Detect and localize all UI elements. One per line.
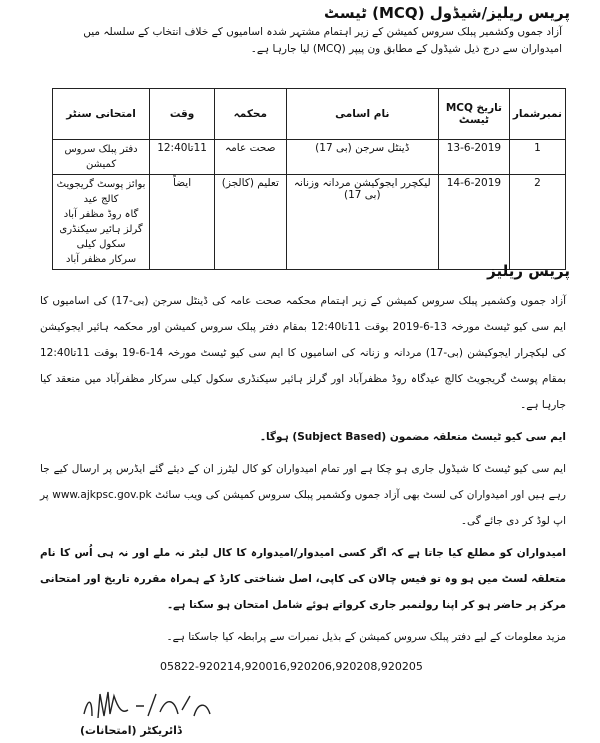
header-department: محکمہ	[215, 89, 286, 140]
press-paragraph: ایم سی کیو ٹیسٹ کا شیڈول جاری ہو چکا ہے اور تمام امیدواران کو کال لیٹرز ان کے دیئے گئے ایڈرس پر ارسال کیے جا رہے ہیں اور امیدواران کی لسٹ بھی آزاد جموں وکشمیر پبلک سروس کمیشن کی ویب سائٹ www.ajkpsc.gov.pk پر اپ لوڈ کر دی جائے گی۔	[40, 463, 566, 527]
table-header-row	[53, 89, 566, 140]
cell-post: لیکچرر ایجوکیشن مردانہ وزنانہ (بی 17)	[286, 175, 438, 270]
contact-phone-numbers: 05822-920214,920016,920206,920208,920205	[160, 660, 423, 673]
cell-department: صحت عامہ	[215, 140, 286, 175]
centre-line: دفتر پبلک سروس کمیشن	[64, 144, 138, 170]
signatory-designation: ڈائریکٹر (امتحانات)	[80, 724, 182, 737]
centre-line: گاہ روڈ مظفر آباد	[63, 209, 139, 220]
press-paragraph: ایم سی کیو ٹیسٹ متعلقہ مضمون (Subject Based) ہوگا۔	[259, 431, 566, 443]
cell-date: 14-6-2019	[439, 175, 510, 270]
press-paragraph: امیدواران کو مطلع کیا جاتا ہے کہ اگر کسی امیدوار/امیدوارہ کا کال لیٹر نہ ملے اور نہ ہی اُس کا نام متعلقہ لسٹ میں ہو وہ تو فیس چالان کی کاپی، اصل شناختی کارڈ کے ہمراہ مقررہ تاریخ اور امتحانی مرکز پر حاضر ہو کر اپنا رولنمبر جاری کرواتے ہوئے شامل امتحان ہو سکتا ہے۔	[40, 547, 566, 611]
centre-line: گرلز ہائیر سیکنڈری سکول کیلی	[59, 224, 143, 250]
cell-centre	[53, 175, 150, 270]
centre-line: سرکار مظفر آباد	[65, 254, 137, 265]
header-centre: امتحانی سنٹر	[53, 89, 150, 140]
cell-serial: 1	[509, 140, 565, 175]
press-paragraph: مزید معلومات کے لیے دفتر پبلک سروس کمیشن کے بذیل نمبرات سے پرابطہ کیا جاسکتا ہے۔	[166, 631, 566, 643]
press-release-body	[40, 288, 566, 656]
table-row	[53, 175, 566, 270]
cell-serial: 2	[509, 175, 565, 270]
header-date: تاریخ MCQ ٹیسٹ	[439, 89, 510, 140]
table-row	[53, 140, 566, 175]
cell-time: 11تا12:40	[150, 140, 215, 175]
header-serial: نمبرشمار	[509, 89, 565, 140]
intro-paragraph: آزاد جموں وکشمیر پبلک سروس کمیشن کے زیر اہتمام مشتہر شدہ اسامیوں کے خلاف انتخاب کے سلسلہ میں امیدواران سے درج ذیل شیڈول کے مطابق ون پیپر (MCQ) لیا جارہا ہے۔	[83, 26, 562, 55]
schedule-table	[52, 88, 566, 270]
centre-line: بوائز پوسٹ گریجویٹ کالج عید	[56, 179, 146, 205]
cell-department: تعلیم (کالجز)	[215, 175, 286, 270]
cell-centre	[53, 140, 150, 175]
header-time: وقت	[150, 89, 215, 140]
signature-image	[78, 688, 218, 724]
press-release-title: پریس ریلیز	[487, 262, 570, 280]
header-post: نام اسامی	[286, 89, 438, 140]
cell-date: 13-6-2019	[439, 140, 510, 175]
schedule-title: پریس ریلیز/شیڈول (MCQ) ٹیسٹ	[324, 4, 570, 22]
cell-post: ڈینٹل سرجن (بی 17)	[286, 140, 438, 175]
cell-time: ایضاً	[150, 175, 215, 270]
press-paragraph: آزاد جموں وکشمیر پبلک سروس کمیشن کے زیر اہتمام محکمہ صحت عامہ کی ڈینٹل سرجن (بی-17) کی اسامیوں کا ایم سی کیو ٹیسٹ مورخہ 13-6-2019 بوقت 11تا12:40 بمقام دفتر پبلک سروس کمیشن اور محکمہ ہائیر ایجوکیشن کی لیکچرار ایجوکیشن (بی-17) مردانہ و زنانہ کی اسامیوں کا ایم سی کیو ٹیسٹ مورخہ 14-6-19 بوقت 11تا12:40 بمقام پوسٹ گریجویٹ کالج عیدگاہ روڈ مظفرآباد اور گرلز ہائیر سیکنڈری سکول کیلی سرکار مظفرآباد میں منعقد کیا جارہا ہے۔	[40, 295, 567, 411]
